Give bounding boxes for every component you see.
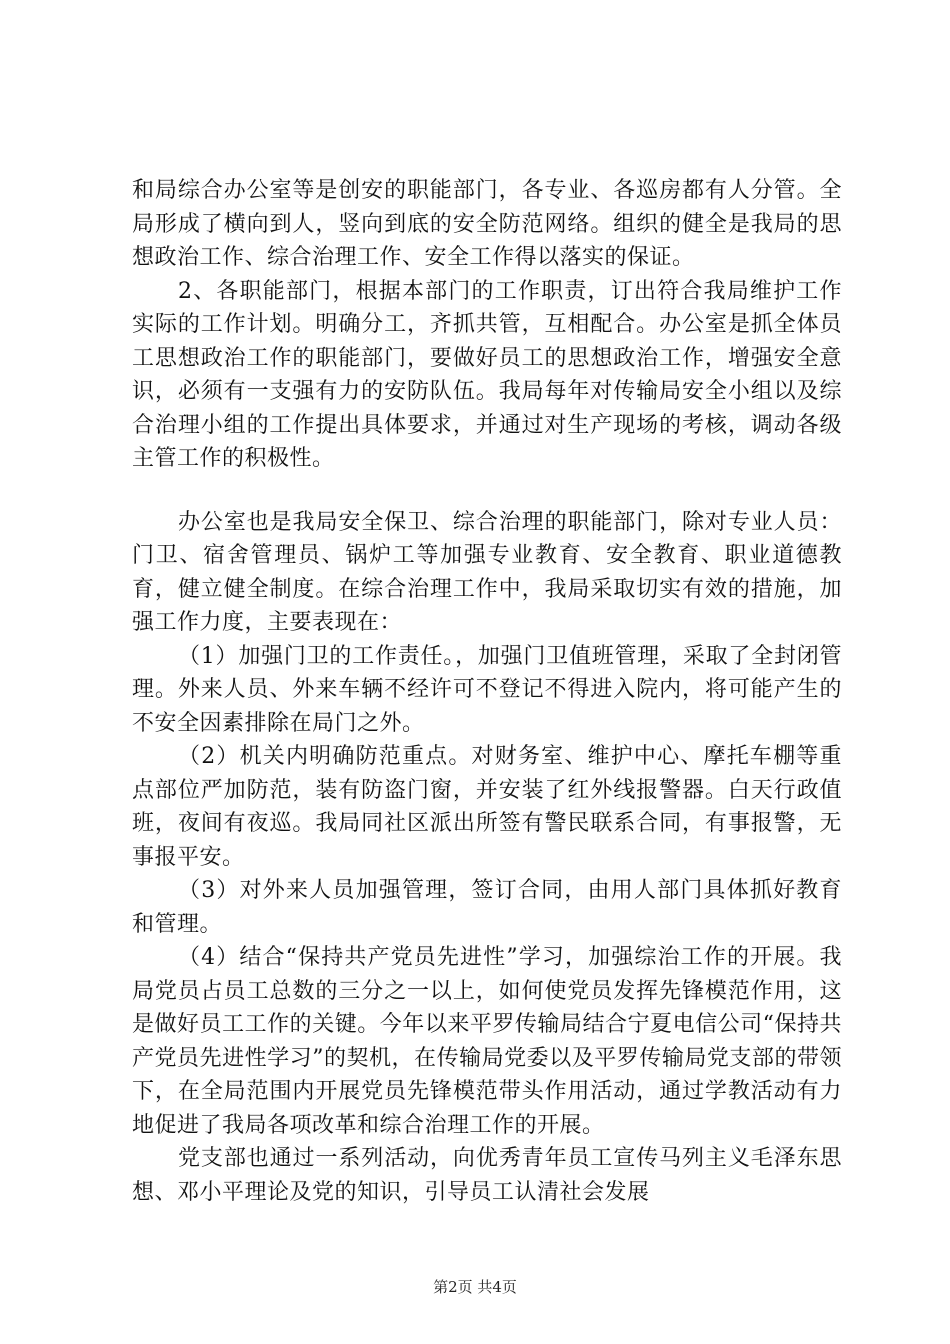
- page-footer: 第2页 共4页: [433, 1278, 517, 1296]
- paragraph-7: （4）结合“保持共产党员先进性”学习，加强综治工作的开展。我局党员占员工总数的三分之一以上，如何使党员发挥先锋模范作用，这是做好员工工作的关键。今年以来平罗传输局结合宁夏电信公司“保持共产党员先进性学习”的契机，在传输局党委以及平罗传输局党支部的带领下，在全局范围内开展党员先锋模范带头作用活动，通过学教活动有力地促进了我局各项改革和综合治理工作的开展。: [132, 945, 842, 1138]
- paragraph-4: （1）加强门卫的工作责任。，加强门卫值班管理，采取了全封闭管理。外来人员、外来车辆不经许可不登记不得进入院内，将可能产生的不安全因素排除在局门之外。: [132, 643, 842, 736]
- paragraph-1: 和局综合办公室等是创安的职能部门，各专业、各巡房都有人分管。全局形成了横向到人，竖向到底的安全防范网络。组织的健全是我局的思想政治工作、综合治理工作、安全工作得以落实的保证。: [132, 178, 842, 270]
- document-body: [132, 174, 842, 1209]
- paragraph-8: 党支部也通过一系列活动，向优秀青年员工宣传马列主义毛泽东思想、邓小平理论及党的知识，引导员工认清社会发展: [132, 1146, 842, 1205]
- paragraph-5: （2）机关内明确防范重点。对财务室、维护中心、摩托车棚等重点部位严加防范，装有防盗门窗，并安装了红外线报警器。白天行政值班，夜间有夜巡。我局同社区派出所签有警民联系合同，有事报警，无事报平安。: [132, 744, 842, 870]
- paragraph-2: 2、各职能部门，根据本部门的工作职责，订出符合我局维护工作实际的工作计划。明确分工，齐抓共管，互相配合。办公室是抓全体员工思想政治工作的职能部门，要做好员工的思想政治工作，增强安全意识，必须有一支强有力的安防队伍。我局每年对传输局安全小组以及综合治理小组的工作提出具体要求，并通过对生产现场的考核，调动各级主管工作的积极性。: [132, 278, 842, 471]
- paragraph-6: （3）对外来人员加强管理，签订合同，由用人部门具体抓好教育和管理。: [132, 878, 842, 937]
- paragraph-3: 办公室也是我局安全保卫、综合治理的职能部门，除对专业人员：门卫、宿舍管理员、锅炉工等加强专业教育、安全教育、职业道德教育，健立健全制度。在综合治理工作中，我局采取切实有效的措施，加强工作力度，主要表现在：: [132, 509, 842, 635]
